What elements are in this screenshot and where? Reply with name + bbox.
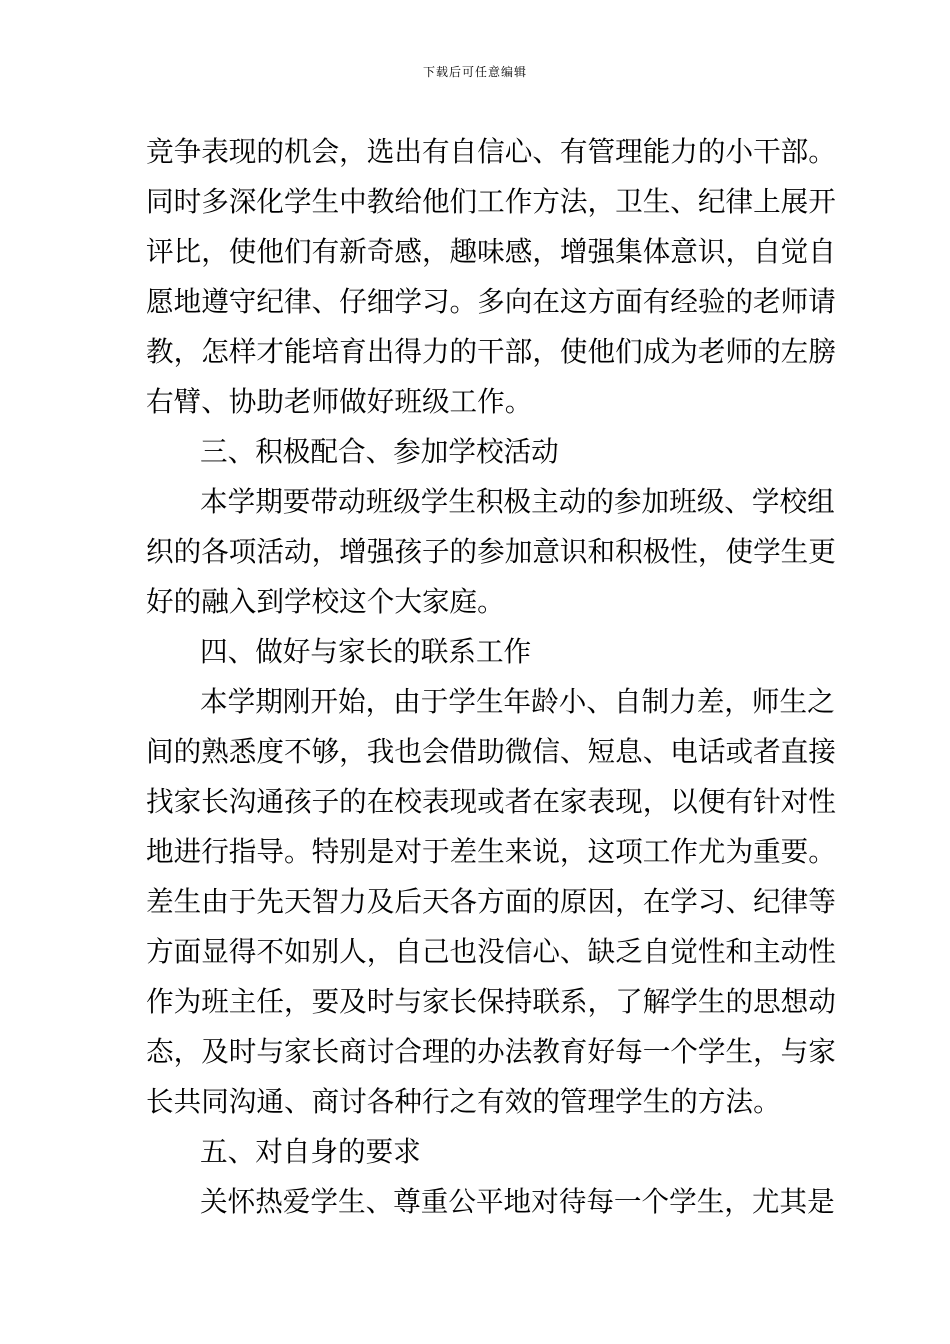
text-line: 好的融入到学校这个大家庭。 [146,585,505,618]
text-line: 找家长沟通孩子的在校表现或者在家表现，以便有针对性 [146,785,836,818]
page-header: 下载后可任意编辑 [422,65,527,79]
text-line: 本学期要带动班级学生积极主动的参加班级、学校组 [200,485,835,518]
section-heading: 三、积极配合、参加学校活动 [200,435,559,468]
text-line: 织的各项活动，增强孩子的参加意识和积极性，使学生更 [146,535,836,568]
text-line: 间的熟悉度不够，我也会借助微信、短息、电话或者直接 [146,735,836,768]
text-line: 地进行指导。特别是对于差生来说，这项工作尤为重要。 [146,835,836,868]
text-line: 差生由于先天智力及后天各方面的原因，在学习、纪律等 [146,885,836,918]
section-heading: 五、对自身的要求 [200,1135,421,1168]
text-line: 本学期刚开始，由于学生年龄小、自制力差，师生之 [200,685,835,718]
text-line: 教，怎样才能培育出得力的干部，使他们成为老师的左膀 [146,335,836,368]
text-line: 竞争表现的机会，选出有自信心、有管理能力的小干部。 [146,135,836,168]
text-line: 态，及时与家长商讨合理的办法教育好每一个学生，与家 [146,1035,836,1068]
text-line: 作为班主任，要及时与家长保持联系，了解学生的思想动 [146,985,836,1018]
text-line: 关怀热爱学生、尊重公平地对待每一个学生，尤其是 [200,1185,835,1218]
text-line: 右臂、协助老师做好班级工作。 [146,385,533,418]
text-line: 评比，使他们有新奇感，趣味感，增强集体意识，自觉自 [146,235,836,268]
text-line: 长共同沟通、商讨各种行之有效的管理学生的方法。 [146,1085,781,1118]
text-line: 方面显得不如别人，自己也没信心、缺乏自觉性和主动性 [146,935,836,968]
document-body [146,127,836,1227]
text-line: 同时多深化学生中教给他们工作方法，卫生、纪律上展开 [146,185,836,218]
text-line: 愿地遵守纪律、仔细学习。多向在这方面有经验的老师请 [146,285,836,318]
section-heading: 四、做好与家长的联系工作 [200,635,532,668]
